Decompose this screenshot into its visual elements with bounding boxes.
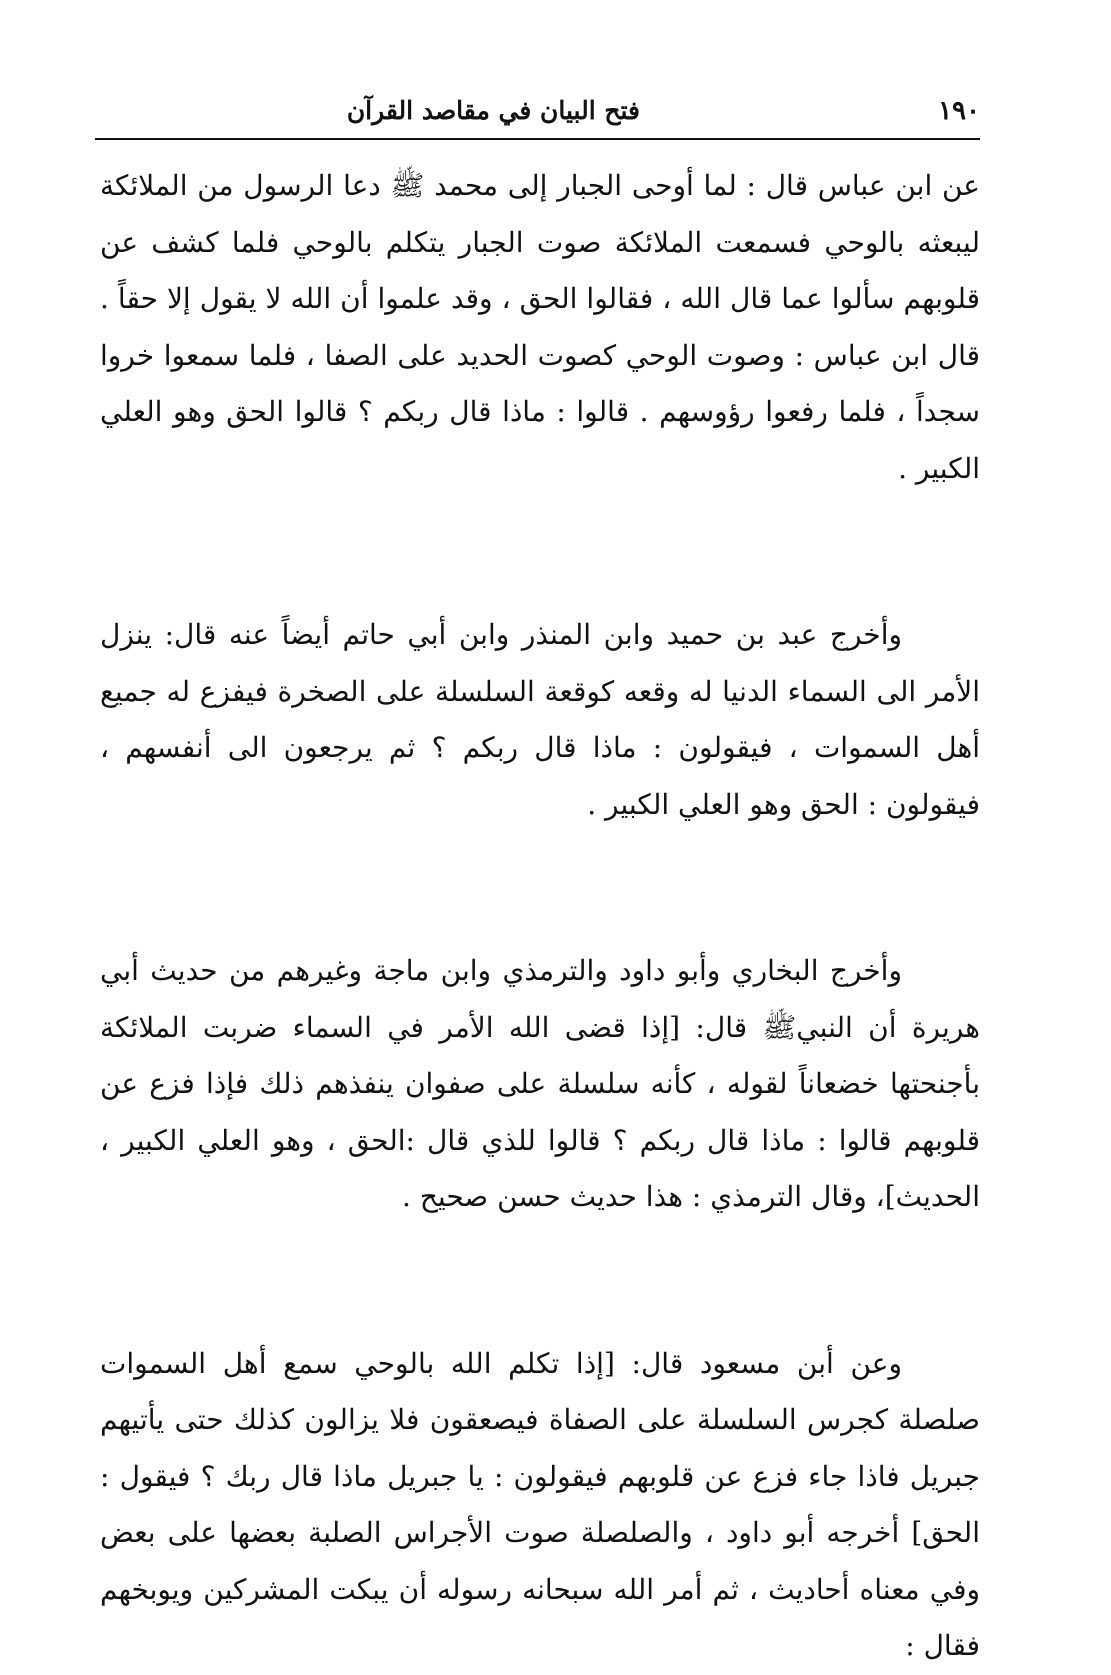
page-number: ١٩٠ [938, 96, 980, 126]
paragraph-1: عن ابن عباس قال : لما أوحى الجبار إلى محمد ﷺ دعا الرسول من الملائكة ليبعثه بالوحي فسمعت الملائكة صوت الجبار يتكلم بالوحي فلما كشف عن قلوبهم سألوا عما قال الله ، فقالوا الحق ، وقد علموا أن الله لا يقول إلا حقاً . قال ابن عباس : وصوت الوحي كصوت الحديد على الصفا ، فلما سمعوا خروا سجداً ، فلما رفعوا رؤوسهم . قالوا : ماذا قال ربكم ؟ قالوا الحق وهو العلي الكبير . [100, 169, 980, 485]
running-title: فتح البيان في مقاصد القرآن [346, 96, 640, 125]
body-text [100, 158, 980, 1675]
header-divider [95, 138, 980, 140]
paragraph-3: وأخرج البخاري وأبو داود والترمذي وابن ماجة وغيرهم من حديث أبي هريرة أن النبيﷺ قال: [إذا قضى الله الأمر في السماء ضربت الملائكة بأجنحتها خضعاناً لقوله ، كأنه سلسلة على صفوان ينفذهم ذلك فإذا فزع عن قلوبهم قالوا : ماذا قال ربكم ؟ قالوا للذي قال :الحق ، وهو العلي الكبير ، الحديث]، وقال الترمذي : هذا حديث حسن صحيح . [100, 954, 980, 1213]
paragraph-spacer [100, 1226, 980, 1336]
paragraph-spacer [100, 497, 980, 607]
paragraph-2: وأخرج عبد بن حميد وابن المنذر وابن أبي حاتم أيضاً عنه قال: ينزل الأمر الى السماء الدنيا له وقعه كوقعة السلسلة على الصخرة فيفزع له جميع أهل السموات ، فيقولون : ماذا قال ربكم ؟ ثم يرجعون الى أنفسهم ، فيقولون : الحق وهو العلي الكبير . [100, 618, 980, 821]
page-header [95, 92, 980, 136]
paragraph-4: وعن أبن مسعود قال: [إذا تكلم الله بالوحي سمع أهل السموات صلصلة كجرس السلسلة على الصفاة فيصعقون فلا يزالون كذلك حتى يأتيهم جبريل فاذا جاء فزع عن قلوبهم فيقولون : يا جبريل ماذا قال ربك ؟ فيقول : الحق] أخرجه أبو داود ، والصلصلة صوت الأجراس الصلبة بعضها على بعض وفي معناه أحاديث ، ثم أمر الله سبحانه رسوله أن يبكت المشركين ويوبخهم فقال : [100, 1346, 980, 1662]
paragraph-spacer [100, 833, 980, 943]
